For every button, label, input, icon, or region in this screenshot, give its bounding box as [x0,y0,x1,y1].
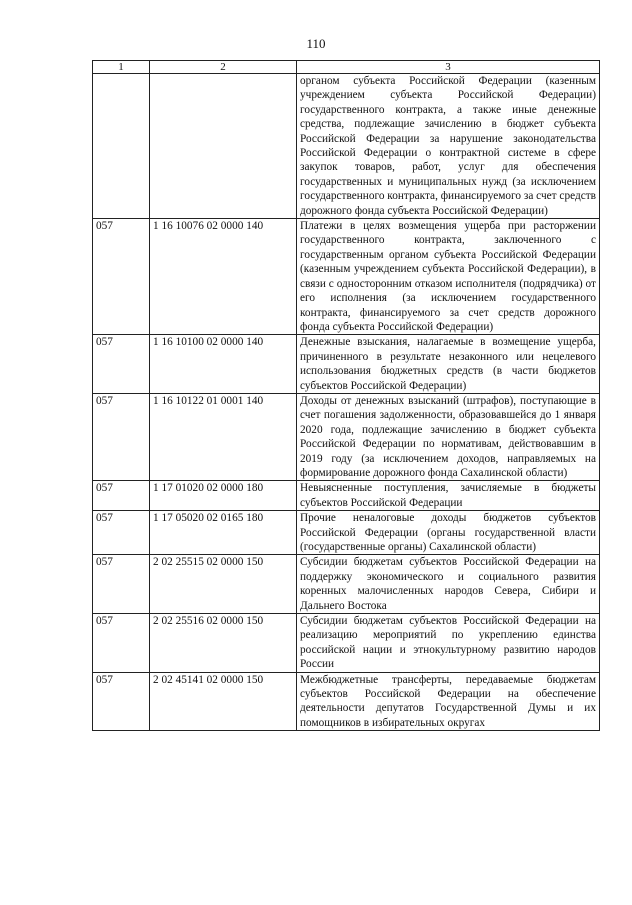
revenue-code-cell: 2 02 25515 02 0000 150 [150,555,297,614]
table-row [93,393,600,480]
description-cell: Субсидии бюджетам субъектов Российской Федерации на реализацию мероприятий по укреплению единства российской нации и этнокультурному развитию народов России [297,614,600,673]
description-cell: Субсидии бюджетам субъектов Российской Федерации на поддержку экономического и социального развития коренных малочисленных народов Севера, Сибири и Дальнего Востока [297,555,600,614]
description-cell: Прочие неналоговые доходы бюджетов субъектов Российской Федерации (органы государственной власти (государственные органы) Сахалинской области) [297,511,600,555]
header-col-1: 1 [93,61,150,74]
revenue-code-cell: 1 17 05020 02 0165 180 [150,511,297,555]
admin-code-cell: 057 [93,335,150,394]
description-cell: органом субъекта Российской Федерации (казенным учреждением субъекта Российской Федерации) государственного контракта, а также иные денежные средства, подлежащие зачислению в бюджет субъекта Российской Федерации за нарушение законодательства Российской Федерации о контрактной системе в сфере закупок товаров, работ, услуг для обеспечения государственных и муниципальных нужд (за исключением государственного контракта, финансируемого за счет средств дорожного фонда субъекта Российской Федерации) [297,74,600,219]
table-body [93,74,600,731]
admin-code-cell [93,74,150,219]
table-row [93,335,600,394]
revenue-code-cell: 1 16 10100 02 0000 140 [150,335,297,394]
table-row [93,74,600,219]
table-row [93,672,600,731]
revenue-code-cell: 1 17 01020 02 0000 180 [150,481,297,511]
admin-code-cell: 057 [93,672,150,731]
revenue-code-cell: 2 02 45141 02 0000 150 [150,672,297,731]
revenue-code-cell: 1 16 10076 02 0000 140 [150,219,297,335]
description-cell: Межбюджетные трансферты, передаваемые бюджетам субъектов Российской Федерации на обеспечение деятельности депутатов Государственной Думы и их помощников в избирательных округах [297,672,600,731]
table-row [93,481,600,511]
description-cell: Платежи в целях возмещения ущерба при расторжении государственного контракта, заключенного с государственным органом субъекта Российской Федерации (казенным учреждением субъекта Российской Федерации), в связи с односторонним отказом исполнителя (подрядчика) от его исполнения (за исключением государственного контракта, финансируемого за счет средств дорожного фонда субъекта Российской Федерации) [297,219,600,335]
admin-code-cell: 057 [93,481,150,511]
table-header [93,61,600,74]
table-row [93,555,600,614]
revenue-code-cell: 2 02 25516 02 0000 150 [150,614,297,673]
revenue-codes-table [92,60,600,731]
admin-code-cell: 057 [93,555,150,614]
page-number: 110 [306,36,326,51]
admin-code-cell: 057 [93,393,150,480]
header-col-3: 3 [297,61,600,74]
table-row [93,219,600,335]
admin-code-cell: 057 [93,511,150,555]
description-cell: Доходы от денежных взысканий (штрафов), поступающие в счет погашения задолженности, образовавшейся до 1 января 2020 года, подлежащие зачислению в бюджет субъекта Российской Федерации по нормативам, действовавшим в 2019 году (за исключением доходов, направляемых на формирование дорожного фонда Сахалинской области) [297,393,600,480]
table-row [93,614,600,673]
admin-code-cell: 057 [93,219,150,335]
admin-code-cell: 057 [93,614,150,673]
table-row [93,511,600,555]
revenue-code-cell: 1 16 10122 01 0001 140 [150,393,297,480]
description-cell: Невыясненные поступления, зачисляемые в бюджеты субъектов Российской Федерации [297,481,600,511]
header-col-2: 2 [150,61,297,74]
revenue-code-cell [150,74,297,219]
description-cell: Денежные взыскания, налагаемые в возмещение ущерба, причиненного в результате незаконного или нецелевого использования бюджетных средств (в части бюджетов субъектов Российской Федерации) [297,335,600,394]
header-row [93,61,600,74]
